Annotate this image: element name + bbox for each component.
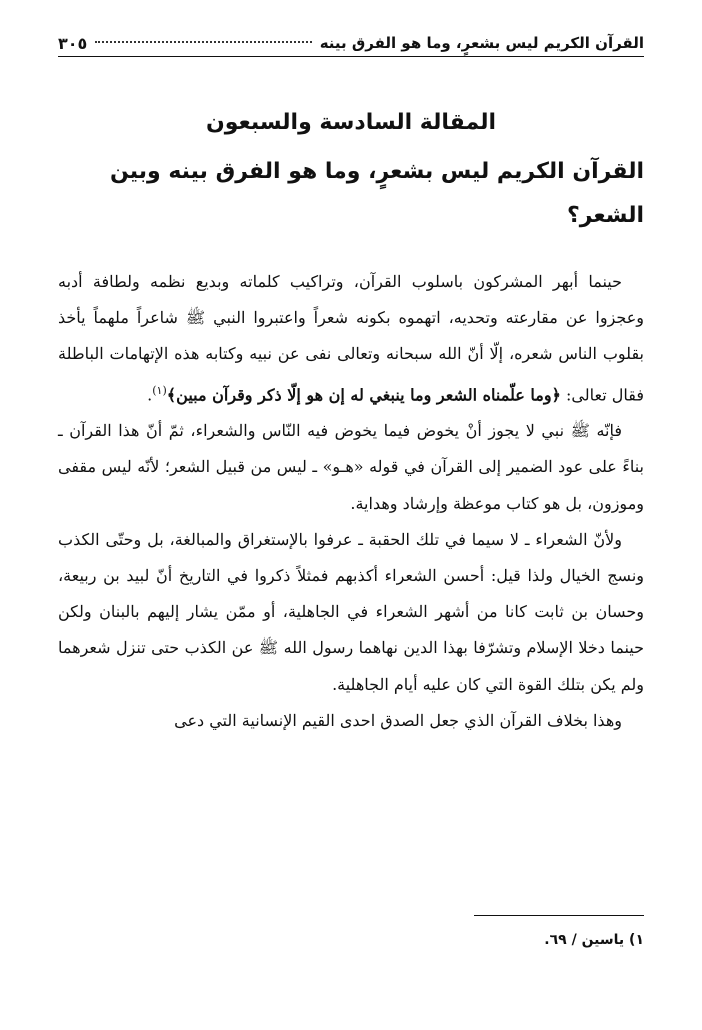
paragraph-3: ولأنّ الشعراء ـ لا سيما في تلك الحقبة ـ عرفوا بالإستغراق والمبالغة، بل وحتّى الكذب ونسج الخيال ولذا قيل: أحسن الشعراء أكذبهم فمثلاً ذكروا في التاريخ أنّ لبيد بن ربيعة، وحسان بن ثابت كانا من أشهر الشعراء في الجاهلية، أو ممّن يشار إليهم بالبنان ولكن حينما دخلا الإسلام وتشرّفا بهذا الدين نهاهما رسول الله ﷺ عن الكذب حتى تنزل شعرهما ولم يكن بتلك القوة التي كان عليه أيام الجاهلية. (58, 529, 644, 694)
paragraph-2: فإنّه ﷺ نبي لا يجوز أنْ يخوض فيما يخوض فيه النّاس والشعراء، ثمّ أنّ هذا القرآن ـ بناءً على عود الضمير إلى القرآن في قوله «هـو» ـ ليس من قبيل الشعر؛ لأنّه ليس مقفى وموزون، بل هو كتاب موعظة وإرشاد وهداية. (58, 421, 644, 513)
leader-dots (95, 40, 311, 43)
body-text (58, 264, 644, 739)
paragraph-1-intro: حينما أبهر المشركون باسلوب القرآن، وتراكيب كلماته وبديع نظمه ولطافة أدبه وعجزوا عن مقارعته وتحديه، اتهموه بكونه شعراً واعتبروا النبي ﷺ شاعراً ملهماً يأخذ بقلوب الناس شعره، إلّا أنّ الله سبحانه وتعالى نفى عن نبيه وكتابه هذه الإتهامات الباطلة فقال تعالى: (58, 272, 644, 404)
article-heading: المقالة السادسة والسبعون (205, 110, 497, 135)
running-title: القرآن الكريم ليس بشعرٍ، وما هو الفرق بينه (319, 34, 644, 52)
article-title: القرآن الكريم ليس بشعرٍ، وما هو الفرق بينه وبين الشعر؟ (109, 159, 644, 228)
footnote-divider (474, 915, 644, 916)
paragraph-1-end: . (147, 384, 153, 404)
page-number: ٣٠٥ (58, 33, 88, 53)
footnote-reference: (١) (152, 383, 167, 397)
footnote: ١) ياسين / ٦٩. (544, 932, 644, 948)
quran-quote: ﴿وما علّمناه الشعر وما ينبغي له إن هو إلّا ذكر وقرآن مبين﴾ (166, 384, 561, 404)
paragraph-1 (58, 264, 644, 413)
running-header (58, 30, 644, 57)
paragraph-4: وهذا بخلاف القرآن الذي جعل الصدق احدى القيم الإنسانية التي دعى (174, 710, 622, 730)
